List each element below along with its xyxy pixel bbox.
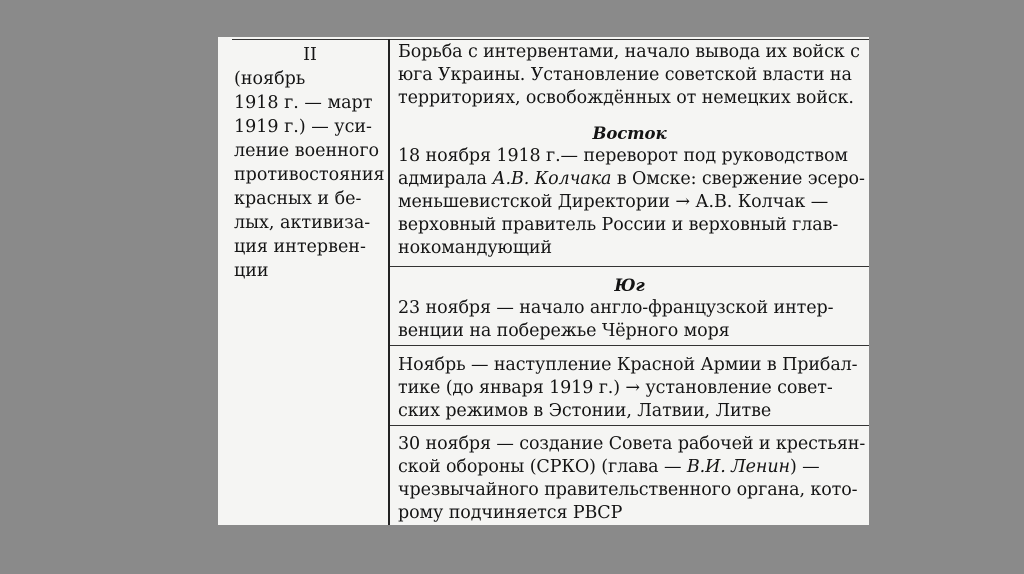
person-name: А.В. Колчака — [492, 169, 612, 189]
event-text-line: тике (до января 1919 г.) → установление совет- — [398, 378, 833, 398]
period-text-line: лых, активиза- — [234, 213, 371, 233]
row-separator — [390, 425, 869, 426]
period-text-line: 1918 г. — март — [234, 93, 373, 113]
event-text-line: ских режимов в Эстонии, Латвии, Литве — [398, 401, 772, 421]
event-text-line: Борьба с интервентами, начало вывода их войск с — [398, 42, 860, 62]
event-text-line: ской обороны (СРКО) (глава — В.И. Ленин) — — [398, 457, 820, 477]
event-text-line: верховный правитель России и верховный глав- — [398, 215, 839, 235]
period-text-line: противостояния — [234, 165, 385, 185]
period-text-line: 1919 г.) — уси- — [234, 117, 372, 137]
event-row — [390, 41, 869, 110]
event-text-line: 18 ноября 1918 г.— переворот под руководством — [398, 146, 848, 166]
events-column — [390, 39, 869, 525]
region-heading: Юг — [614, 276, 645, 295]
event-row — [390, 275, 869, 343]
region-heading: Восток — [592, 124, 667, 143]
period-text-line: ление военного — [234, 141, 380, 161]
period-text-line: ции — [234, 261, 269, 281]
event-row — [390, 123, 869, 260]
period-cell — [218, 43, 386, 283]
event-text-line: территориях, освобождённых от немецких войск. — [398, 88, 854, 108]
period-number: II — [303, 45, 317, 65]
event-text-line: адмирала А.В. Колчака в Омске: свержение эсеро- — [398, 169, 865, 189]
event-row — [390, 354, 869, 423]
event-text-line: юга Украины. Установление советской власти на — [398, 65, 852, 85]
event-text-line: 30 ноября — создание Совета рабочей и крестьян- — [398, 434, 866, 454]
document-page — [218, 37, 869, 525]
event-text-line: меньшевистской Директории → А.В. Колчак — — [398, 192, 829, 212]
period-text-line: ция интервен- — [234, 237, 366, 257]
row-separator — [390, 345, 869, 346]
row-separator — [390, 266, 869, 267]
period-text-line: красных и бе- — [234, 189, 362, 209]
event-text-line: чрезвычайного правительственного органа, кото- — [398, 480, 858, 500]
event-text-line: рому подчиняется РВСР — [398, 503, 623, 523]
event-text-line: 23 ноября — начало англо-французской интер- — [398, 298, 834, 318]
event-text-line: Ноябрь — наступление Красной Армии в Прибал- — [398, 355, 858, 375]
person-name: В.И. Ленин — [686, 457, 790, 477]
event-text-line: нокомандующий — [398, 238, 552, 258]
event-row — [390, 433, 869, 525]
event-text-line: венции на побережье Чёрного моря — [398, 321, 730, 341]
period-text-line: (ноябрь — [234, 69, 306, 89]
